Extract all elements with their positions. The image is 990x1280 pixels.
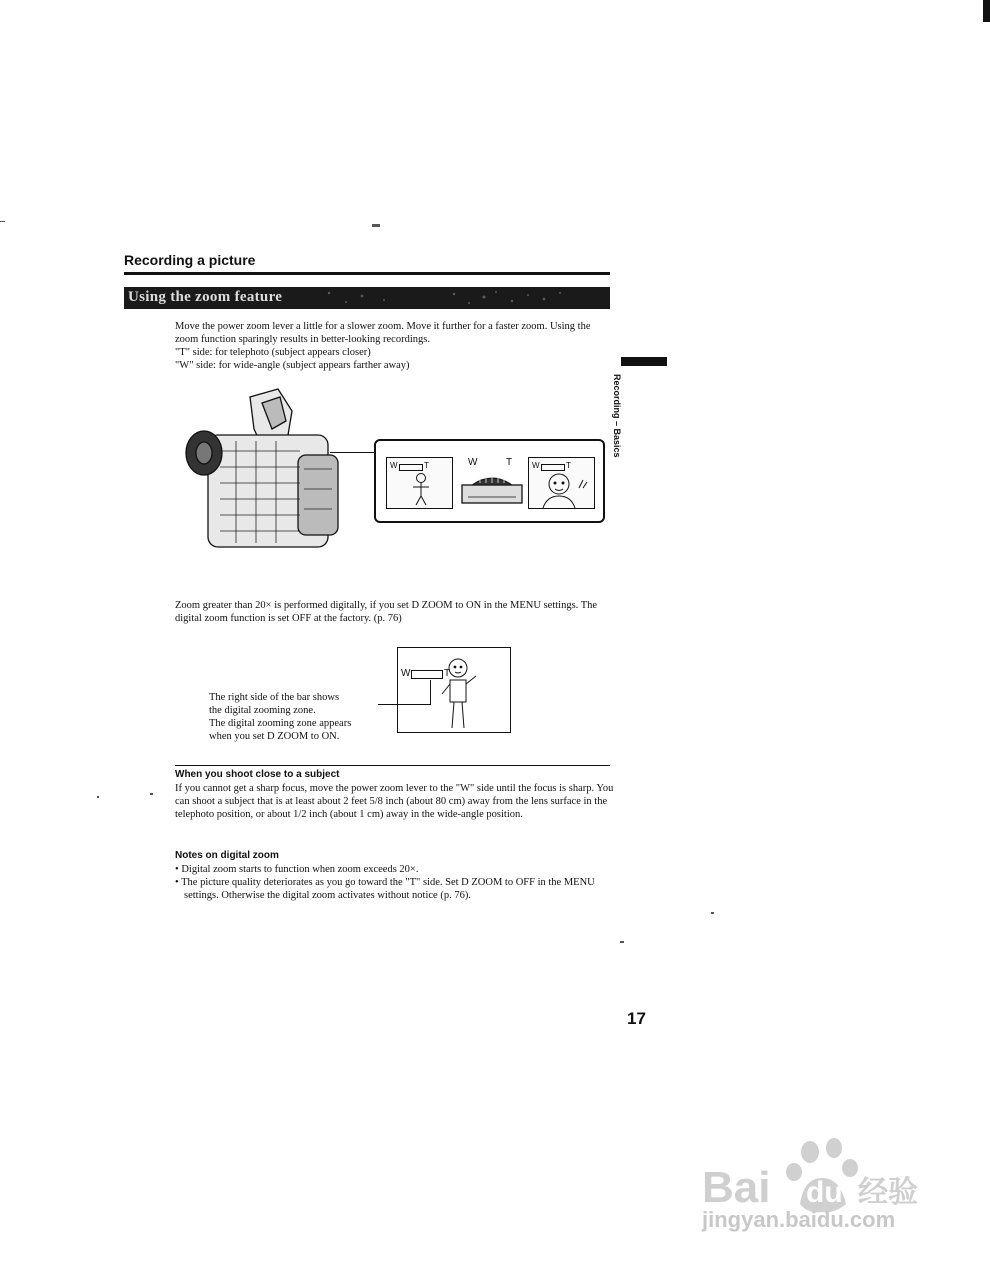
svg-text:du: du — [806, 1176, 843, 1209]
intro-paragraph: Move the power zoom lever a little for a slower zoom. Move it further for a faster zoom. Using the zoom function sparingly results in better-looking recordings. — [175, 321, 591, 345]
caption-line: the digital zooming zone. — [209, 705, 316, 716]
dz-w-label: W — [401, 668, 411, 679]
digital-zoom-paragraph: Zoom greater than 20× is performed digitally, if you set D ZOOM to ON in the MENU settings. The digital zoom function is set OFF at the factory. (p. 76) — [175, 600, 598, 624]
person-small-icon — [409, 472, 433, 506]
person-waving-icon — [428, 654, 488, 730]
heading-rule — [124, 272, 610, 275]
frame-w-label: W — [532, 461, 540, 470]
viewfinder-wide-frame — [386, 457, 453, 509]
zoom-indicator-panel — [374, 439, 605, 523]
scan-speck — [711, 912, 714, 914]
lever-w-label: W — [468, 457, 478, 468]
person-closeup-icon — [537, 470, 591, 508]
caption-leader-arrow — [430, 680, 431, 705]
scan-speck — [620, 941, 624, 943]
banner-texture — [124, 287, 610, 309]
scan-speck — [372, 224, 380, 227]
notes-list — [175, 863, 615, 902]
lever-t-label: T — [506, 457, 513, 468]
scan-speck — [0, 221, 5, 222]
t-side-line: "T" side: for telephoto (subject appears closer) — [175, 347, 371, 358]
note-item: • Digital zoom starts to function when zoom exceeds 20×. — [175, 863, 615, 876]
subsection-banner — [124, 287, 610, 309]
lever-icon — [458, 471, 526, 505]
caption-line: The right side of the bar shows — [209, 692, 340, 703]
frame-t-label: T — [424, 461, 429, 470]
note-item: • The picture quality deteriorates as you go toward the "T" side. Set D ZOOM to OFF in the MENU settings. Otherwise the digital zoom activates without notice (p. 76). — [175, 876, 615, 902]
page-number: 17 — [627, 1009, 646, 1028]
close-subject-title: When you shoot close to a subject — [175, 769, 340, 780]
frame-t-label: T — [566, 461, 571, 470]
zoom-bar-icon — [399, 464, 423, 471]
callout-line — [330, 452, 376, 453]
zoom-lever — [456, 455, 528, 511]
caption-line: when you set D ZOOM to ON. — [209, 731, 340, 742]
caption-line: The digital zooming zone appears — [209, 718, 352, 729]
digital-zoom-frame — [397, 647, 511, 733]
section-divider — [175, 765, 610, 766]
intro-text — [175, 320, 615, 372]
scan-speck — [150, 793, 153, 795]
frame-w-label: W — [390, 461, 398, 470]
watermark-url: jingyan.baidu.com — [702, 1207, 896, 1232]
side-tab-label: Recording – Basics — [612, 374, 622, 458]
baidu-watermark-logo — [700, 1138, 940, 1250]
side-tab-bar — [621, 357, 667, 366]
close-subject-body: If you cannot get a sharp focus, move the power zoom lever to the "W" side until the focus is sharp. You can shoot a subject that is at least about 2 feet 5/8 inch (about 80 cm) away from the lens surface in the telephoto position, or about 1/2 inch (about 1 cm) away in the wide-angle position. — [175, 783, 614, 820]
svg-text:Bai: Bai — [702, 1163, 771, 1212]
w-side-line: "W" side: for wide-angle (subject appears farther away) — [175, 360, 410, 371]
notes-title: Notes on digital zoom — [175, 850, 279, 861]
subsection-title: Using the zoom feature — [128, 289, 283, 305]
section-title: Recording a picture — [124, 252, 256, 268]
svg-text:经验: 经验 — [858, 1175, 918, 1210]
viewfinder-tele-frame — [528, 457, 595, 509]
scan-speck — [97, 796, 99, 798]
digital-zoom-caption — [209, 691, 389, 743]
margin-mark — [983, 0, 990, 22]
camcorder-illustration — [180, 385, 350, 560]
dz-t-label: T — [444, 668, 451, 679]
